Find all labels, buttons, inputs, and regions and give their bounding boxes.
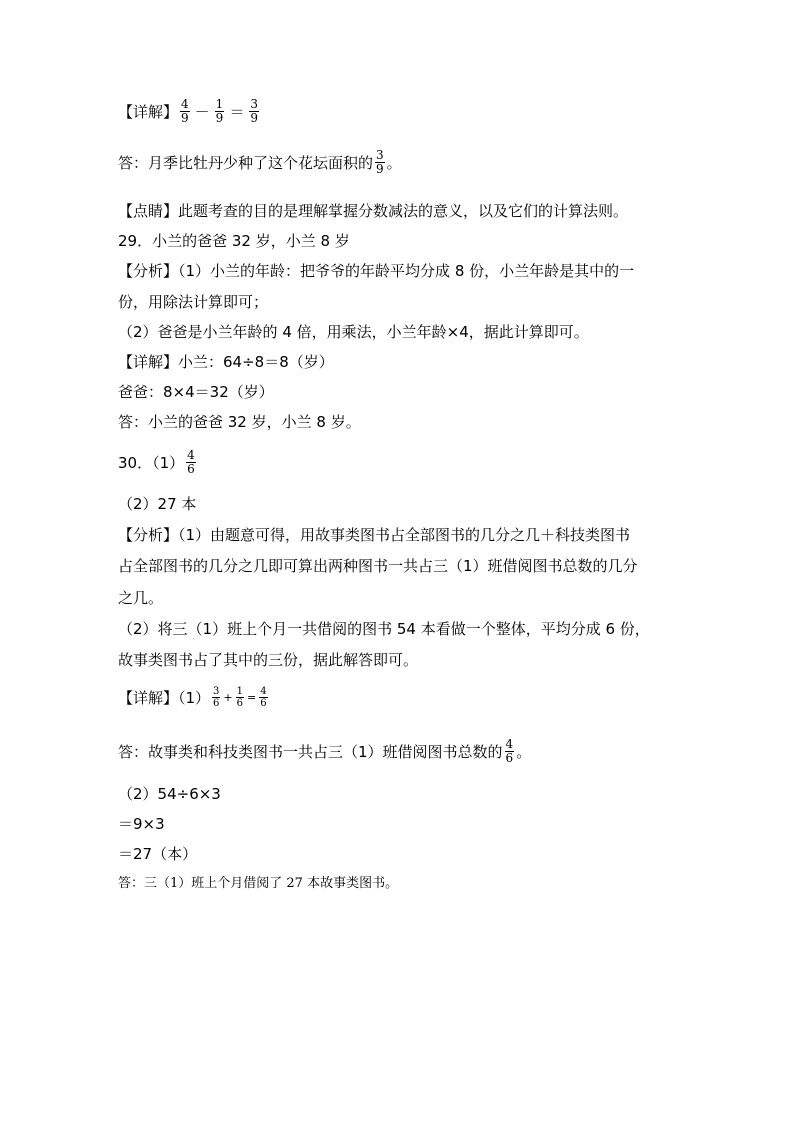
- equals-sign: =: [247, 690, 257, 704]
- fraction: $\frac{3}{6}$: [213, 686, 220, 709]
- question-number: 30．（1）: [118, 453, 185, 472]
- calculation-line: ＝27（本）: [118, 845, 198, 863]
- detail-label: 【详解】（1）: [118, 688, 211, 707]
- detail-equation-line: [118, 686, 270, 709]
- fraction: $\frac{3}{9}$: [250, 97, 258, 125]
- equals-sign: ＝: [229, 102, 245, 121]
- analysis-line: （2）爸爸是小兰年龄的 4 倍，用乘法，小兰年龄×4，据此计算即可。: [118, 323, 589, 341]
- detail-equation-line: [118, 98, 261, 125]
- calculation-line: ＝9×3: [118, 815, 165, 833]
- period: 。: [516, 742, 532, 761]
- plus-sign: +: [223, 690, 233, 704]
- answer-text: 答：月季比牡丹少种了这个花坛面积的: [118, 153, 374, 172]
- fraction: $\frac{1}{6}$: [236, 686, 244, 709]
- detail-line: 爸爸：8×4＝32（岁）: [118, 383, 274, 401]
- comment-line: 【点睛】此题考查的目的是理解掌握分数减法的意义，以及它们的计算法则。: [118, 202, 629, 220]
- fraction: $\frac{1}{9}$: [215, 97, 224, 125]
- analysis-line: 份，用除法计算即可；: [118, 293, 269, 311]
- detail-line: 【详解】小兰：64÷8＝8（岁）: [118, 353, 334, 371]
- fraction: $\frac{4}{6}$: [505, 737, 514, 765]
- fraction: $\frac{4}{6}$: [260, 686, 267, 709]
- period: 。: [386, 153, 402, 172]
- question-30-answer: [118, 449, 198, 476]
- answer-line: 答：小兰的爸爸 32 岁，小兰 8 岁。: [118, 413, 361, 431]
- final-answer-line: 答：三（1）班上个月借阅了 27 本故事类图书。: [118, 876, 399, 891]
- answer-line: [118, 738, 531, 765]
- calculation-line: （2）54÷6×3: [118, 785, 221, 803]
- answer-line: [118, 149, 402, 176]
- analysis-line: 占全部图书的几分之几即可算出两种图书一共占三（1）班借阅图书总数的几分: [118, 557, 638, 575]
- fraction: $\frac{4}{6}$: [187, 448, 195, 476]
- analysis-line: 故事类图书占了其中的三份，据此解答即可。: [118, 651, 419, 669]
- answer-part-2: （2）27 本: [118, 495, 197, 513]
- analysis-line: （2）将三（1）班上个月一共借阅的图书 54 本看做一个整体，平均分成 6 份，: [118, 620, 650, 638]
- analysis-line: 之几。: [118, 589, 164, 607]
- detail-label: 【详解】: [118, 102, 179, 121]
- fraction: $\frac{4}{9}$: [181, 97, 189, 125]
- answer-text: 答：故事类和科技类图书一共占三（1）班借阅图书总数的: [118, 742, 503, 761]
- minus-sign: －: [194, 102, 210, 121]
- fraction: $\frac{3}{9}$: [376, 148, 384, 176]
- analysis-line: 【分析】（1）由题意可得，用故事类图书占全部图书的几分之几＋科技类图书: [118, 526, 631, 544]
- question-29-answer: 29．小兰的爸爸 32 岁，小兰 8 岁: [118, 232, 350, 250]
- analysis-line: 【分析】（1）小兰的年龄：把爷爷的年龄平均分成 8 份，小兰年龄是其中的一: [118, 262, 635, 280]
